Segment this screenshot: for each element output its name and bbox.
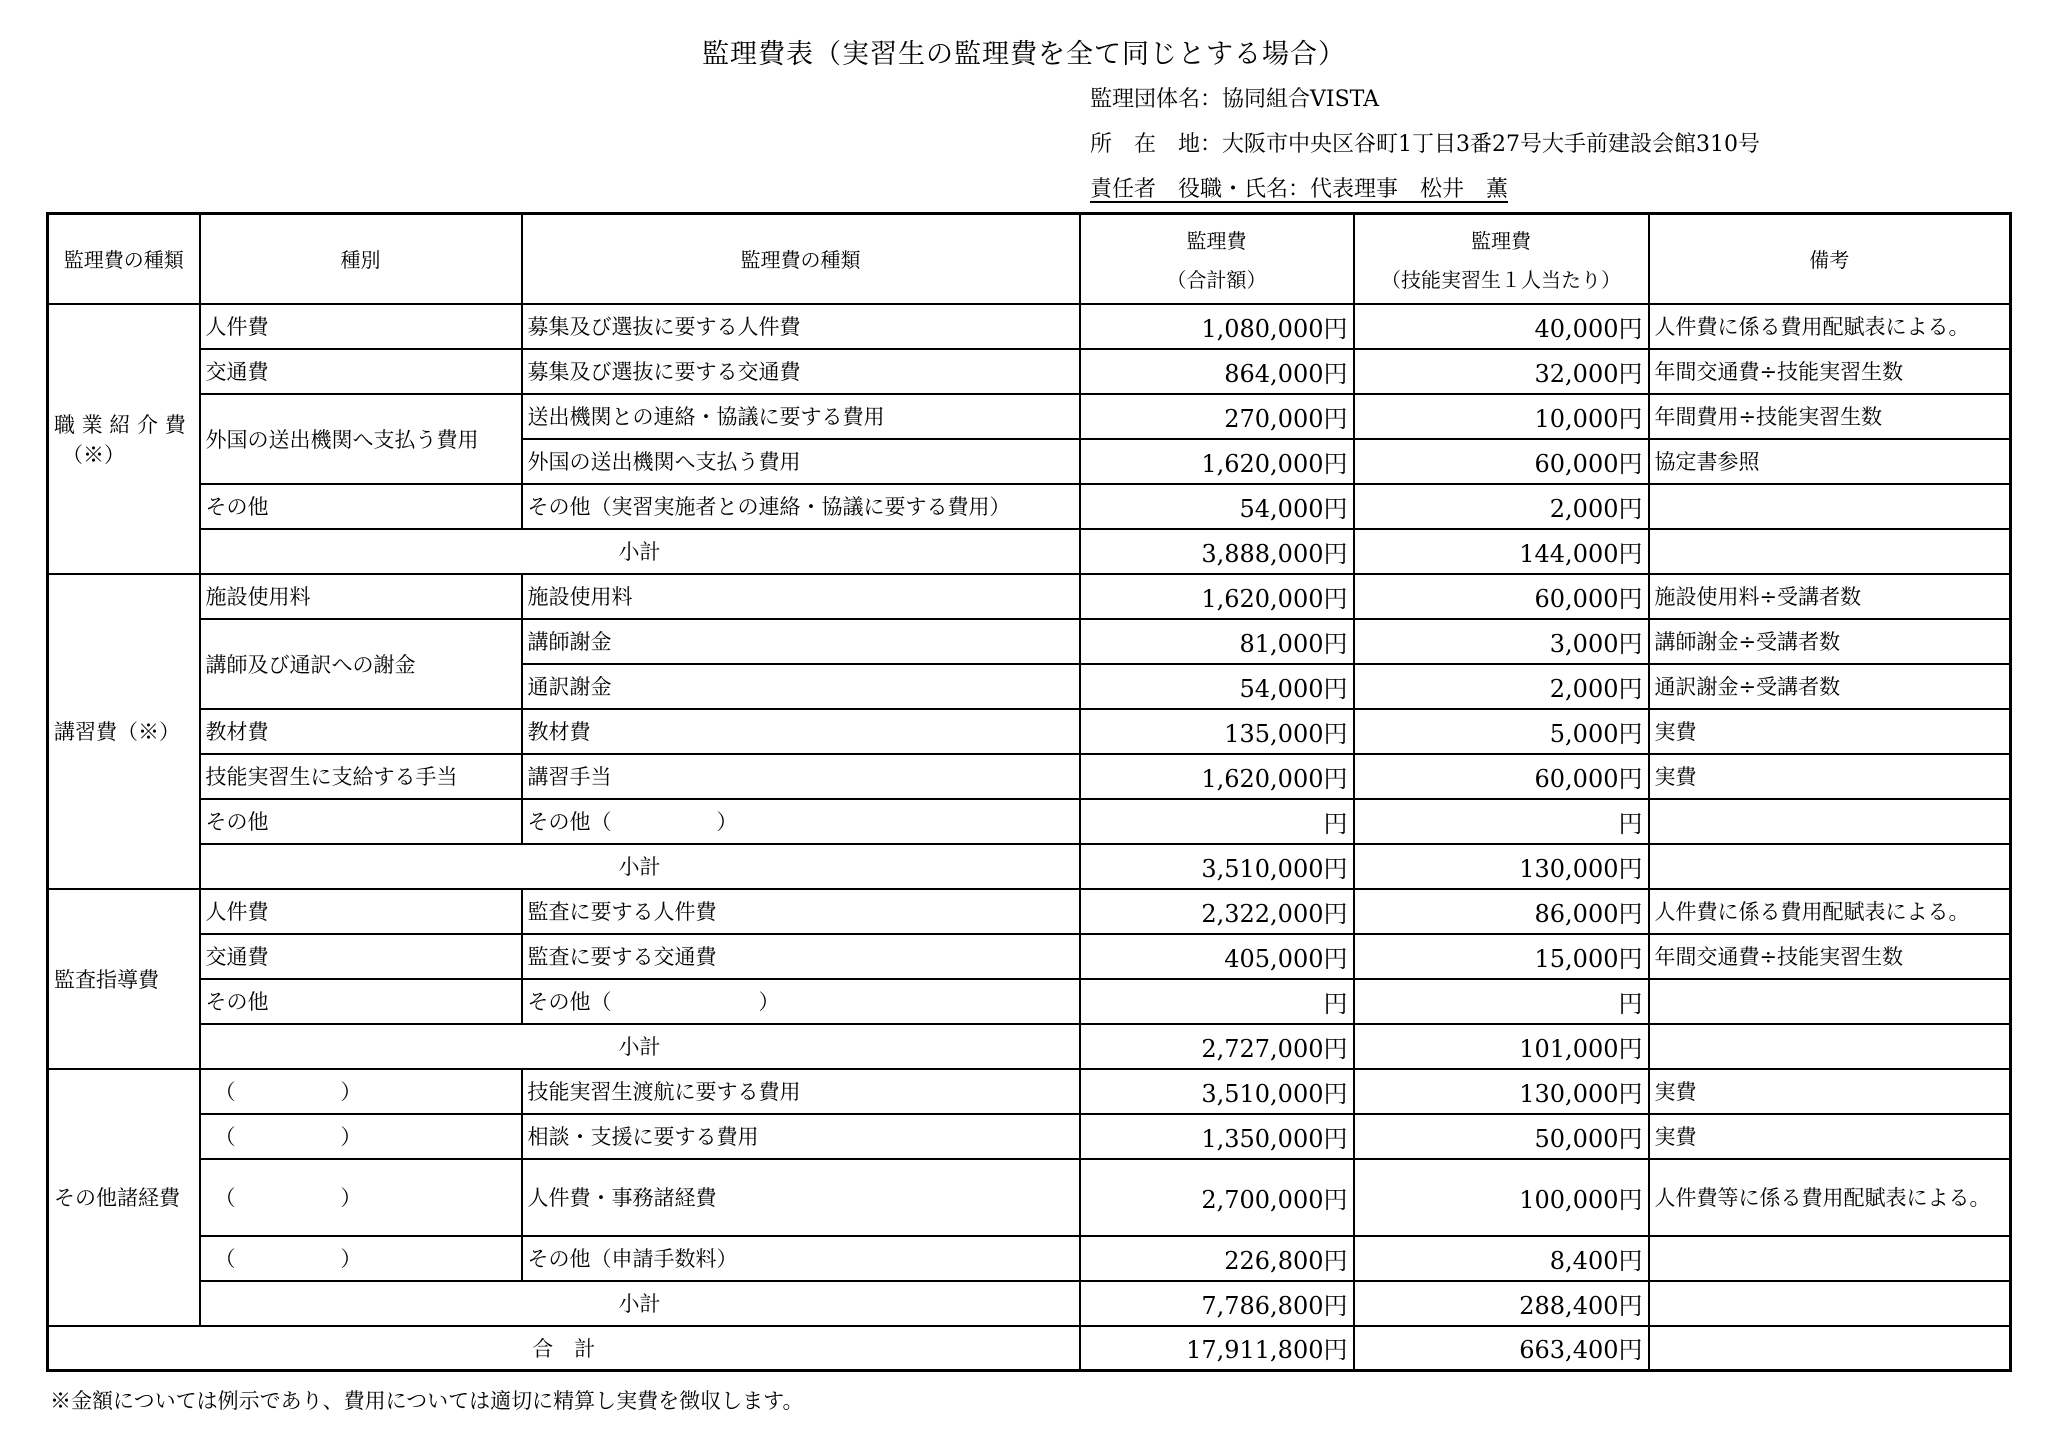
item-cell: 募集及び選抜に要する人件費	[522, 304, 1080, 349]
table-row	[48, 979, 2011, 1024]
per-trainee-cell: 60,000円	[1354, 574, 1649, 619]
remarks-cell: 実費	[1649, 709, 2011, 754]
per-trainee-cell: 8,400円	[1354, 1236, 1649, 1281]
footnote: ※金額については例示であり、費用については適切に精算し実費を徴収します。	[50, 1389, 804, 1413]
type-cell: 講師及び通訳への謝金	[200, 619, 522, 709]
org-address: 大阪市中央区谷町1丁目3番27号大手前建設会館310号	[1222, 132, 1761, 157]
table-row	[48, 394, 2011, 439]
subtotal-label: 小計	[200, 1281, 1080, 1326]
address-label-b: 在	[1134, 132, 1157, 157]
header-total	[1080, 214, 1354, 304]
subtotal-per-trainee: 288,400円	[1354, 1281, 1649, 1326]
per-trainee-cell: 円	[1354, 979, 1649, 1024]
remarks-cell: 実費	[1649, 1114, 2011, 1159]
type-cell: 技能実習生に支給する手当	[200, 754, 522, 799]
type-cell: 交通費	[200, 349, 522, 394]
grand-total-label: 合 計	[48, 1326, 1080, 1371]
remarks-cell: 人件費等に係る費用配賦表による。	[1649, 1159, 2011, 1236]
address-label-c: 地：	[1178, 132, 1223, 157]
type-cell: 施設使用料	[200, 574, 522, 619]
item-cell: 募集及び選抜に要する交通費	[522, 349, 1080, 394]
subtotal-total: 3,888,000円	[1080, 529, 1354, 574]
total-cell: 2,322,000円	[1080, 889, 1354, 934]
header-total-line1: 監理費	[1186, 228, 1247, 253]
item-cell: 人件費・事務諸経費	[522, 1159, 1080, 1236]
category-label: 職 業 紹 介 費	[54, 412, 186, 437]
item-cell: その他（申請手数料）	[522, 1236, 1080, 1281]
table-row	[48, 934, 2011, 979]
type-cell: （ ）	[200, 1159, 522, 1236]
responsible-person: 代表理事 松井 薫	[1310, 177, 1509, 202]
total-cell: 1,080,000円	[1080, 304, 1354, 349]
type-cell: 人件費	[200, 304, 522, 349]
remarks-cell	[1649, 979, 2011, 1024]
header-item: 監理費の種類	[522, 214, 1080, 304]
type-cell: 人件費	[200, 889, 522, 934]
remarks-cell: 講師謝金÷受講者数	[1649, 619, 2011, 664]
category-label: 講習費（※）	[54, 720, 180, 744]
remarks-cell	[1649, 1236, 2011, 1281]
per-trainee-cell: 100,000円	[1354, 1159, 1649, 1236]
table-row	[48, 1236, 2011, 1281]
type-cell: その他	[200, 799, 522, 844]
subtotal-per-trainee: 101,000円	[1354, 1024, 1649, 1069]
remarks-cell: 施設使用料÷受講者数	[1649, 574, 2011, 619]
total-cell: 1,350,000円	[1080, 1114, 1354, 1159]
total-cell: 円	[1080, 979, 1354, 1024]
subtotal-row	[48, 844, 2011, 889]
table-row	[48, 754, 2011, 799]
remarks-cell: 協定書参照	[1649, 439, 2011, 484]
subtotal-total: 3,510,000円	[1080, 844, 1354, 889]
total-cell: 864,000円	[1080, 349, 1354, 394]
table-row	[48, 1159, 2011, 1236]
table-row	[48, 349, 2011, 394]
header-per-trainee	[1354, 214, 1649, 304]
per-trainee-cell: 5,000円	[1354, 709, 1649, 754]
responsible-line	[1090, 172, 1508, 203]
remarks-cell: 人件費に係る費用配賦表による。	[1649, 304, 2011, 349]
remarks-cell: 年間交通費÷技能実習生数	[1649, 934, 2011, 979]
category-cell	[48, 1069, 200, 1326]
item-cell: 施設使用料	[522, 574, 1080, 619]
subtotal-label: 小計	[200, 844, 1080, 889]
grand-total-remarks	[1649, 1326, 2011, 1371]
type-cell: 教材費	[200, 709, 522, 754]
total-cell: 405,000円	[1080, 934, 1354, 979]
total-cell: 2,700,000円	[1080, 1159, 1354, 1236]
item-cell: 監査に要する人件費	[522, 889, 1080, 934]
category-label: その他諸経費	[54, 1186, 180, 1210]
table-row	[48, 1114, 2011, 1159]
type-cell: （ ）	[200, 1114, 522, 1159]
grand-total-row	[48, 1326, 2011, 1371]
header-per-line1: 監理費	[1471, 228, 1531, 253]
org-name: 協同組合VISTA	[1222, 87, 1380, 112]
org-name-label: 監理団体名：	[1090, 87, 1223, 112]
item-cell: 外国の送出機関へ支払う費用	[522, 439, 1080, 484]
table-row	[48, 484, 2011, 529]
subtotal-row	[48, 1281, 2011, 1326]
table-row	[48, 304, 2011, 349]
category-label: 監査指導費	[54, 967, 159, 992]
org-address-line	[1090, 127, 1760, 158]
total-cell: 円	[1080, 799, 1354, 844]
subtotal-row	[48, 529, 2011, 574]
subtotal-remarks	[1649, 1024, 2011, 1069]
type-cell: （ ）	[200, 1236, 522, 1281]
table-row	[48, 1069, 2011, 1114]
page-title: 監理費表（実習生の監理費を全て同じとする場合）	[702, 39, 1346, 70]
item-cell: 講習手当	[522, 754, 1080, 799]
total-cell: 1,620,000円	[1080, 439, 1354, 484]
header-remarks: 備考	[1649, 214, 2011, 304]
supervision-fee-table	[46, 212, 2012, 1372]
grand-total-per-trainee: 663,400円	[1354, 1326, 1649, 1371]
category-cell	[48, 574, 200, 889]
item-cell: その他（実習実施者との連絡・協議に要する費用）	[522, 484, 1080, 529]
subtotal-per-trainee: 130,000円	[1354, 844, 1649, 889]
subtotal-per-trainee: 144,000円	[1354, 529, 1649, 574]
remarks-cell: 年間交通費÷技能実習生数	[1649, 349, 2011, 394]
item-cell: 相談・支援に要する費用	[522, 1114, 1080, 1159]
per-trainee-cell: 2,000円	[1354, 664, 1649, 709]
table-row	[48, 799, 2011, 844]
total-cell: 1,620,000円	[1080, 754, 1354, 799]
total-cell: 270,000円	[1080, 394, 1354, 439]
per-trainee-cell: 15,000円	[1354, 934, 1649, 979]
total-cell: 226,800円	[1080, 1236, 1354, 1281]
remarks-cell: 実費	[1649, 1069, 2011, 1114]
total-cell: 54,000円	[1080, 484, 1354, 529]
type-cell: 外国の送出機関へ支払う費用	[200, 394, 522, 484]
per-trainee-cell: 円	[1354, 799, 1649, 844]
subtotal-row	[48, 1024, 2011, 1069]
table-row	[48, 709, 2011, 754]
total-cell: 135,000円	[1080, 709, 1354, 754]
header-total-line2: （合計額）	[1166, 267, 1267, 292]
per-trainee-cell: 2,000円	[1354, 484, 1649, 529]
per-trainee-cell: 130,000円	[1354, 1069, 1649, 1114]
item-cell: 技能実習生渡航に要する費用	[522, 1069, 1080, 1114]
per-trainee-cell: 60,000円	[1354, 754, 1649, 799]
type-cell: 交通費	[200, 934, 522, 979]
subtotal-remarks	[1649, 1281, 2011, 1326]
item-cell: 通訳謝金	[522, 664, 1080, 709]
responsible-label: 責任者 役職・氏名：	[1090, 177, 1311, 202]
per-trainee-cell: 32,000円	[1354, 349, 1649, 394]
total-cell: 54,000円	[1080, 664, 1354, 709]
remarks-cell: 年間費用÷技能実習生数	[1649, 394, 2011, 439]
remarks-cell	[1649, 799, 2011, 844]
type-cell: その他	[200, 979, 522, 1024]
header-type: 種別	[200, 214, 522, 304]
category-cell	[48, 304, 200, 574]
table-row	[48, 889, 2011, 934]
header-per-line2: （技能実習生１人当たり）	[1381, 267, 1621, 292]
remarks-cell: 通訳謝金÷受講者数	[1649, 664, 2011, 709]
category-note: （※）	[62, 442, 125, 467]
subtotal-total: 7,786,800円	[1080, 1281, 1354, 1326]
per-trainee-cell: 40,000円	[1354, 304, 1649, 349]
subtotal-remarks	[1649, 844, 2011, 889]
per-trainee-cell: 86,000円	[1354, 889, 1649, 934]
header-category: 監理費の種類	[48, 214, 200, 304]
item-cell: その他（ ）	[522, 799, 1080, 844]
total-cell: 1,620,000円	[1080, 574, 1354, 619]
per-trainee-cell: 60,000円	[1354, 439, 1649, 484]
item-cell: 監査に要する交通費	[522, 934, 1080, 979]
category-cell	[48, 889, 200, 1069]
item-cell: 講師謝金	[522, 619, 1080, 664]
address-label-a: 所	[1090, 132, 1113, 157]
subtotal-label: 小計	[200, 529, 1080, 574]
item-cell: その他（ ）	[522, 979, 1080, 1024]
remarks-cell	[1649, 484, 2011, 529]
type-cell: （ ）	[200, 1069, 522, 1114]
remarks-cell: 人件費に係る費用配賦表による。	[1649, 889, 2011, 934]
total-cell: 3,510,000円	[1080, 1069, 1354, 1114]
per-trainee-cell: 3,000円	[1354, 619, 1649, 664]
table-row	[48, 574, 2011, 619]
per-trainee-cell: 50,000円	[1354, 1114, 1649, 1159]
table-header-row	[48, 214, 2011, 304]
item-cell: 教材費	[522, 709, 1080, 754]
total-cell: 81,000円	[1080, 619, 1354, 664]
item-cell: 送出機関との連絡・協議に要する費用	[522, 394, 1080, 439]
remarks-cell: 実費	[1649, 754, 2011, 799]
subtotal-remarks	[1649, 529, 2011, 574]
subtotal-label: 小計	[200, 1024, 1080, 1069]
grand-total-amount: 17,911,800円	[1080, 1326, 1354, 1371]
org-name-line	[1090, 82, 1379, 113]
type-cell: その他	[200, 484, 522, 529]
per-trainee-cell: 10,000円	[1354, 394, 1649, 439]
subtotal-total: 2,727,000円	[1080, 1024, 1354, 1069]
table-row	[48, 619, 2011, 664]
